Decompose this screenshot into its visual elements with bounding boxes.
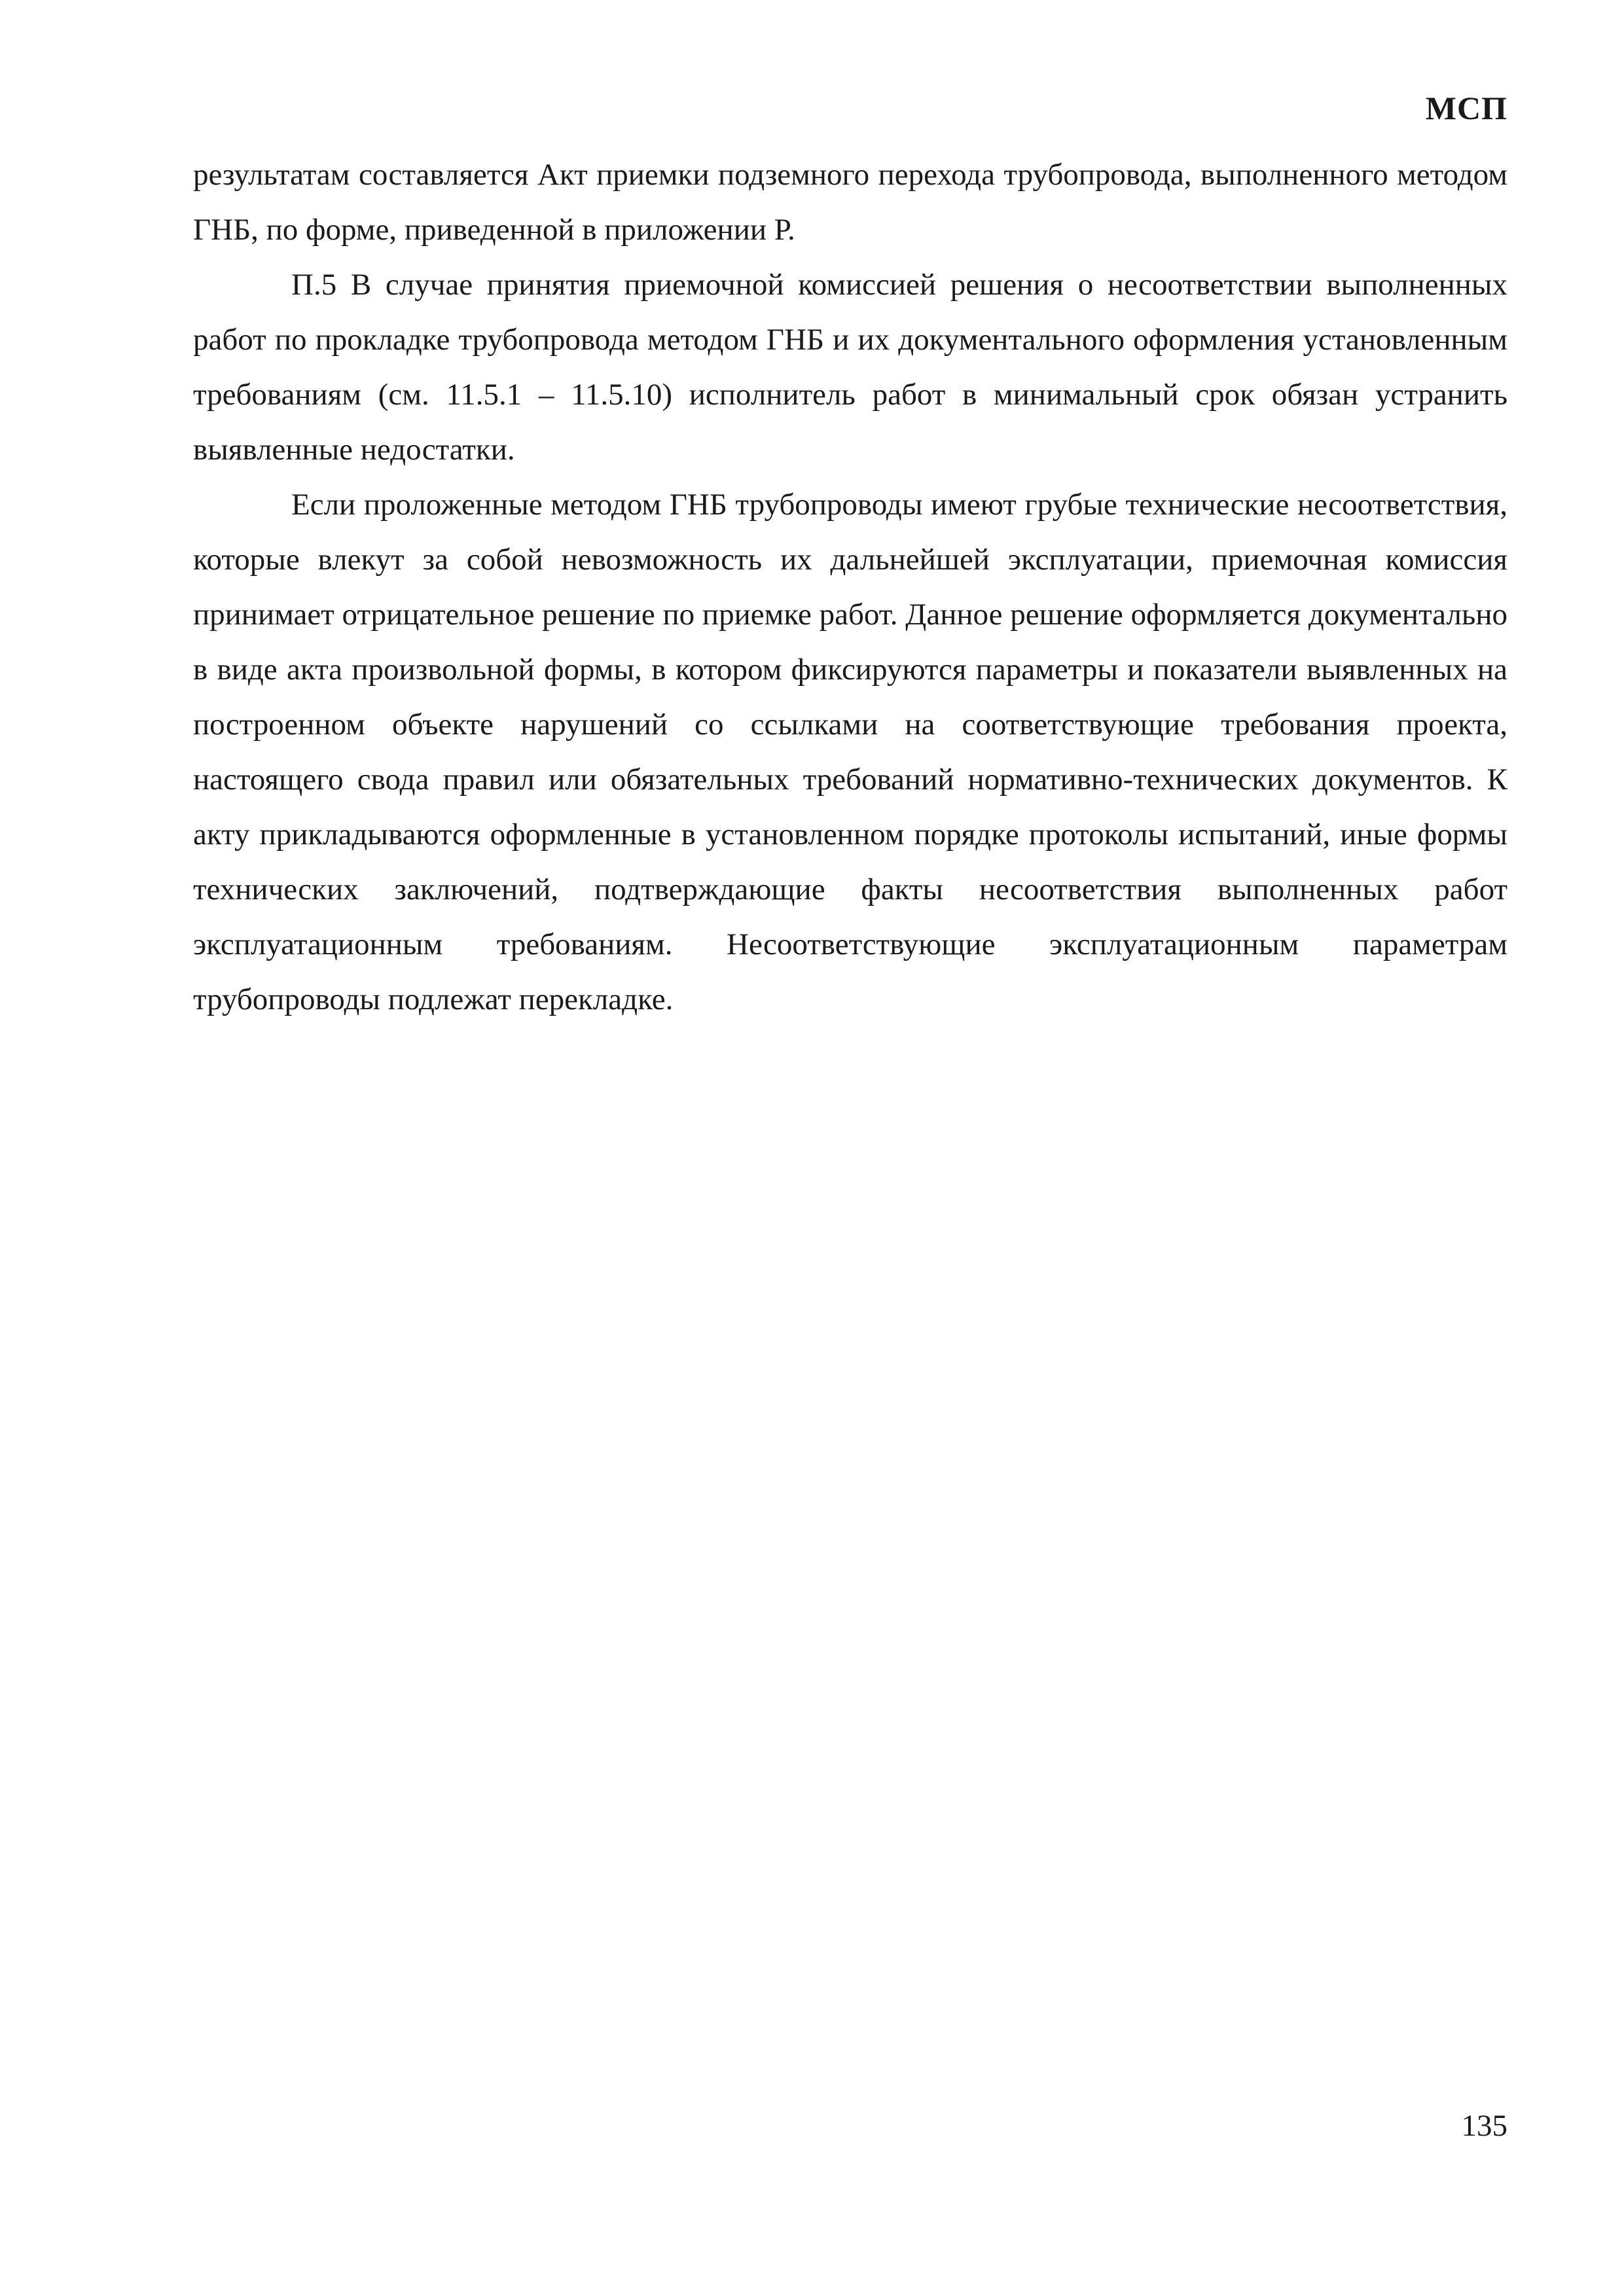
- paragraph-p5: П.5 В случае принятия приемочной комиссией решения о несоответствии выполненных работ по прокладке трубопровода методом ГНБ и их документального оформления установленным требованиям (см. 11.5.1 – 11.5.10) исполнитель работ в минимальный срок обязан устранить выявленные недостатки.: [193, 268, 1507, 467]
- page-number: 135: [1461, 2109, 1507, 2143]
- document-body: [193, 147, 1507, 1027]
- paragraph-defects: Если проложенные методом ГНБ трубопроводы имеют грубые технические несоответствия, которые влекут за собой невозможность их дальнейшей эксплуатации, приемочная комиссия принимает отрицательное решение по приемке работ. Данное решение оформляется документально в виде акта произвольной формы, в котором фиксируются параметры и показатели выявленных на построенном объекте нарушений со ссылками на соответствующие требования проекта, настоящего свода правил или обязательных требований нормативно-технических документов. К акту прикладываются оформленные в установленном порядке протоколы испытаний, иные формы технических заключений, подтверждающие факты несоответствия выполненных работ эксплуатационным требованиям. Несоответствующие эксплуатационным параметрам трубопроводы подлежат перекладке.: [193, 488, 1507, 1016]
- paragraph-continuation: результатам составляется Акт приемки подземного перехода трубопровода, выполненного методом ГНБ, по форме, приведенной в приложении Р.: [193, 158, 1507, 247]
- document-code-header: МСП: [1425, 90, 1507, 126]
